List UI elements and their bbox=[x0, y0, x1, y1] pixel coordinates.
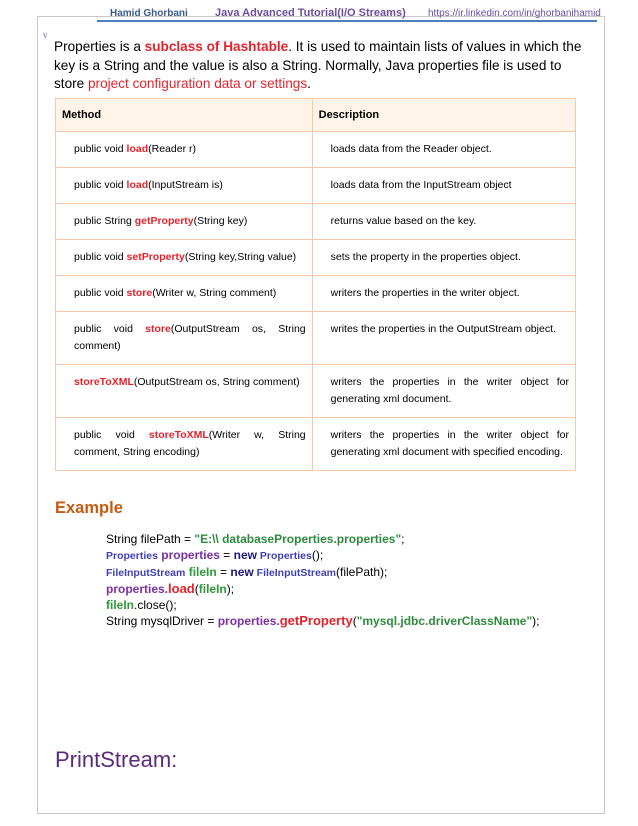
methods-table bbox=[55, 98, 576, 471]
method-signature: public void storeToXML(Writer w, String comment, String encoding) bbox=[56, 418, 313, 471]
code-line: FileInputStream fileIn = new FileInputStream(filePath); bbox=[106, 565, 388, 579]
code-line: String mysqlDriver = properties.getProperty("mysql.jdbc.driverClassName"); bbox=[106, 613, 540, 628]
table-row bbox=[56, 365, 576, 418]
table-row bbox=[56, 132, 576, 168]
intro-text: Properties is a bbox=[54, 39, 145, 54]
method-name: load bbox=[126, 143, 149, 155]
intro-paragraph bbox=[54, 38, 592, 94]
method-description: writers the properties in the writer object for generating xml document. bbox=[312, 365, 575, 418]
method-name: load bbox=[126, 179, 149, 191]
method-description: sets the property in the properties object. bbox=[312, 240, 575, 276]
method-description: loads data from the InputStream object bbox=[312, 168, 575, 204]
table-row bbox=[56, 168, 576, 204]
example-heading: Example bbox=[55, 499, 123, 517]
intro-text: . It is used to maintain lists of values in which the key is a String and the value is also a String. Normally, Java properties file is used to store bbox=[54, 39, 582, 91]
header-url[interactable]: https://ir.linkedin.com/in/ghorbanihamid bbox=[428, 8, 601, 19]
intro-text: . bbox=[307, 76, 311, 91]
method-signature: public void store(OutputStream os, String comment) bbox=[56, 312, 313, 365]
method-description: writers the properties in the writer object. bbox=[312, 276, 575, 312]
method-signature: public String getProperty(String key) bbox=[56, 204, 313, 240]
printstream-heading: PrintStream: bbox=[55, 747, 178, 772]
table-row bbox=[56, 240, 576, 276]
method-name: setProperty bbox=[126, 251, 185, 263]
bullet-mark: v bbox=[43, 30, 48, 40]
code-line: String filePath = "E:\\ databaseProperties.properties"; bbox=[106, 532, 405, 546]
method-name: getProperty bbox=[134, 215, 194, 227]
method-description: returns value based on the key. bbox=[312, 204, 575, 240]
intro-highlight-config: project configuration data or settings bbox=[88, 76, 308, 91]
method-name: storeToXML bbox=[148, 429, 209, 441]
table-row bbox=[56, 276, 576, 312]
method-name: storeToXML bbox=[74, 376, 134, 388]
method-name: store bbox=[145, 323, 171, 335]
table-row bbox=[56, 418, 576, 471]
method-description: loads data from the Reader object. bbox=[312, 132, 575, 168]
code-line: fileIn.close(); bbox=[106, 598, 177, 612]
header-author: Hamid Ghorbani bbox=[110, 8, 188, 19]
code-line: Properties properties = new Properties(); bbox=[106, 548, 324, 562]
method-signature: storeToXML(OutputStream os, String comment) bbox=[56, 365, 313, 418]
column-header-method: Method bbox=[56, 99, 313, 132]
method-signature: public void store(Writer w, String comment) bbox=[56, 276, 313, 312]
code-line: properties.load(fileIn); bbox=[106, 581, 235, 596]
method-description: writers the properties in the writer object for generating xml document with specified encoding. bbox=[312, 418, 575, 471]
page-header bbox=[37, 0, 605, 21]
header-divider bbox=[97, 20, 597, 22]
method-signature: public void setProperty(String key,String value) bbox=[56, 240, 313, 276]
table-row bbox=[56, 204, 576, 240]
method-signature: public void load(InputStream is) bbox=[56, 168, 313, 204]
method-name: store bbox=[126, 287, 153, 299]
table-header-row bbox=[56, 99, 576, 132]
code-block bbox=[106, 531, 539, 629]
column-header-description: Description bbox=[312, 99, 575, 132]
intro-highlight-hashtable: subclass of Hashtable bbox=[144, 39, 289, 54]
header-title: Java Advanced Tutorial(I/O Streams) bbox=[215, 7, 406, 19]
method-description: writes the properties in the OutputStream object. bbox=[312, 312, 575, 365]
table-row bbox=[56, 312, 576, 365]
method-signature: public void load(Reader r) bbox=[56, 132, 313, 168]
